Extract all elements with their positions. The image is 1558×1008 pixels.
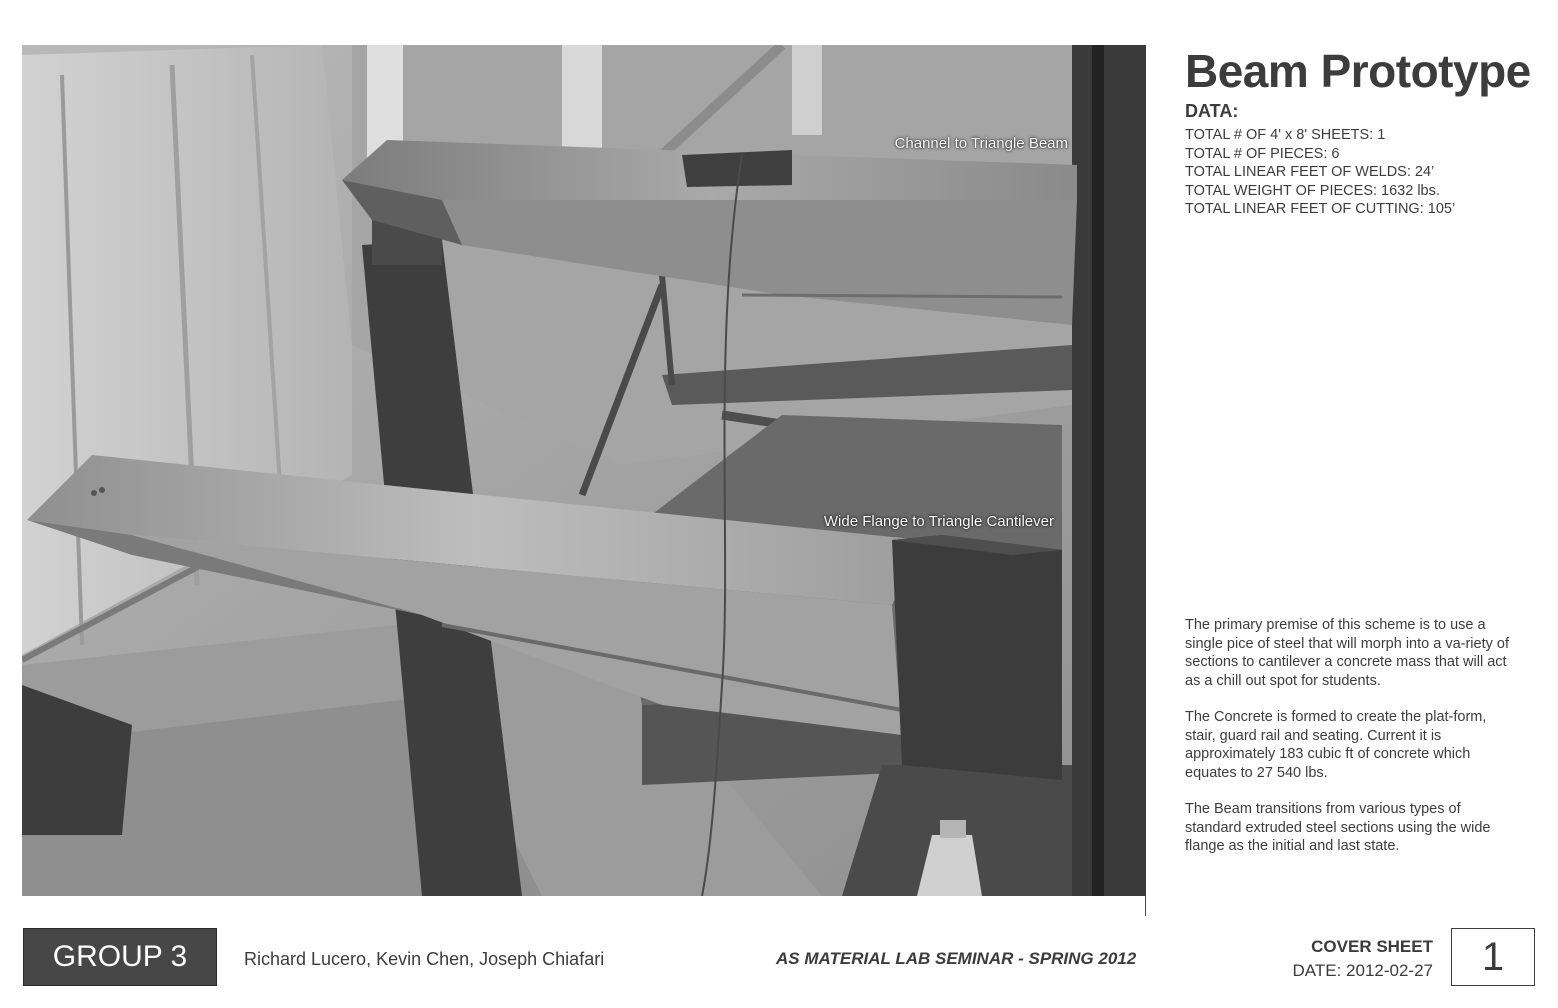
description [1185, 616, 1515, 874]
data-item-pieces: TOTAL # OF PIECES: 6 [1185, 145, 1340, 162]
data-item-weight: TOTAL WEIGHT OF PIECES: 1632 lbs. [1185, 182, 1440, 199]
description-paragraph-beam: The Beam transitions from various types of standard extruded steel sections using the wide flange as the initial and last state. [1185, 801, 1491, 854]
beam-prototype-photo [22, 45, 1146, 896]
photo-edge-tick [1145, 896, 1146, 916]
data-item-sheets: TOTAL # OF 4' x 8' SHEETS: 1 [1185, 127, 1386, 143]
data-heading: DATA: [1185, 101, 1239, 121]
description-paragraph-premise: The primary premise of this scheme is to use a single pice of steel that will morph into a va-riety of sections to cantilever a concrete mass that will act as a chill out spot for students. [1185, 617, 1509, 689]
data-list [1185, 126, 1455, 219]
photo-illustration [22, 45, 1146, 896]
sheet-label: COVER SHEET [1311, 937, 1433, 956]
seminar-title: AS MATERIAL LAB SEMINAR - SPRING 2012 [776, 949, 1137, 968]
photo-caption-upper-beam: Channel to Triangle Beam [894, 135, 1068, 152]
data-item-welds: TOTAL LINEAR FEET OF WELDS: 24’ [1185, 164, 1435, 180]
description-paragraph-concrete: The Concrete is formed to create the plat-form, stair, guard rail and seating. Current it is approximately 183 cubic ft of concrete which equates to 27 540 lbs. [1185, 709, 1487, 781]
sheet-number: 1 [1451, 928, 1535, 986]
group-label-box: GROUP 3 [23, 928, 217, 986]
photo-caption-lower-beam: Wide Flange to Triangle Cantilever [823, 513, 1054, 530]
data-item-cutting: TOTAL LINEAR FEET OF CUTTING: 105’ [1185, 201, 1456, 217]
sheet-date: DATE: 2012-02-27 [1292, 961, 1433, 980]
authors: Richard Lucero, Kevin Chen, Joseph Chiafari [244, 949, 605, 969]
page-title: Beam Prototype [1185, 45, 1531, 97]
